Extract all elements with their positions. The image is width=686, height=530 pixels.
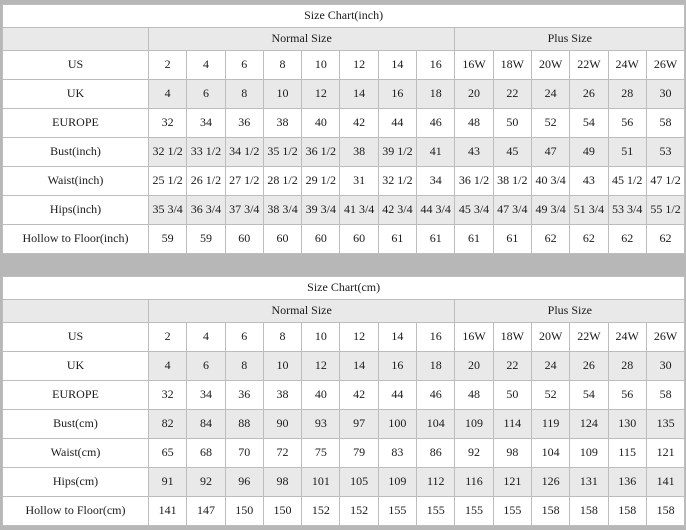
row-label: Hips(inch): [3, 196, 149, 225]
table-cell: 53 3/4: [608, 196, 646, 225]
table-cell: 141: [646, 468, 684, 497]
group-header-plus-size: Plus Size: [455, 28, 685, 51]
table-cell: 98: [493, 439, 531, 468]
table-cell: 92: [187, 468, 225, 497]
table-cell: 58: [646, 109, 684, 138]
table-cell: 8: [263, 51, 301, 80]
table-cell: 35 1/2: [263, 138, 301, 167]
row-label: Waist(cm): [3, 439, 149, 468]
table-cell: 62: [570, 225, 608, 254]
table-cell: 62: [531, 225, 569, 254]
chart-spacer: [2, 261, 684, 269]
row-label: Bust(cm): [3, 410, 149, 439]
table-cell: 24: [531, 80, 569, 109]
table-cell: 8: [263, 323, 301, 352]
table-cell: 22: [493, 80, 531, 109]
table-row: [3, 51, 685, 80]
table-cell: 16: [378, 352, 416, 381]
table-cell: 4: [187, 323, 225, 352]
table-cell: 12: [302, 352, 340, 381]
table-cell: 49: [570, 138, 608, 167]
table-cell: 56: [608, 109, 646, 138]
table-cell: 62: [608, 225, 646, 254]
table-cell: 32: [149, 109, 187, 138]
table-cell: 40: [302, 381, 340, 410]
table-cell: 121: [646, 439, 684, 468]
table-cell: 18: [417, 352, 455, 381]
table-cell: 60: [225, 225, 263, 254]
table-cell: 158: [531, 497, 569, 526]
table-cell: 24: [531, 352, 569, 381]
table-cell: 12: [340, 323, 378, 352]
table-cell: 14: [378, 323, 416, 352]
table-cell: 44: [378, 109, 416, 138]
table-cell: 150: [225, 497, 263, 526]
table-cell: 6: [225, 51, 263, 80]
table-cell: 141: [149, 497, 187, 526]
table-cell: 109: [570, 439, 608, 468]
table-cell: 155: [378, 497, 416, 526]
table-cell: 72: [263, 439, 301, 468]
table-cell: 8: [225, 352, 263, 381]
table-cell: 52: [531, 381, 569, 410]
table-cell: 12: [340, 51, 378, 80]
table-cell: 93: [302, 410, 340, 439]
table-cell: 26: [570, 352, 608, 381]
table-cell: 10: [263, 352, 301, 381]
table-cell: 158: [608, 497, 646, 526]
table-cell: 18: [417, 80, 455, 109]
table-cell: 68: [187, 439, 225, 468]
table-cell: 28 1/2: [263, 167, 301, 196]
table-cell: 58: [646, 381, 684, 410]
table-cell: 27 1/2: [225, 167, 263, 196]
table-cell: 47: [531, 138, 569, 167]
size-chart-inch: [2, 4, 684, 254]
group-header-blank: [3, 300, 149, 323]
row-label: Hips(cm): [3, 468, 149, 497]
table-cell: 39 3/4: [302, 196, 340, 225]
table-cell: 36 1/2: [302, 138, 340, 167]
table-cell: 4: [149, 352, 187, 381]
table-row: [3, 381, 685, 410]
table-cell: 22W: [570, 323, 608, 352]
table-cell: 82: [149, 410, 187, 439]
table-cell: 60: [263, 225, 301, 254]
table-cell: 20W: [531, 323, 569, 352]
table-cell: 90: [263, 410, 301, 439]
table-cell: 59: [149, 225, 187, 254]
table-cell: 42 3/4: [378, 196, 416, 225]
table-cell: 131: [570, 468, 608, 497]
table-cell: 112: [417, 468, 455, 497]
table-cell: 150: [263, 497, 301, 526]
table-cell: 130: [608, 410, 646, 439]
row-label: EUROPE: [3, 109, 149, 138]
table-cell: 70: [225, 439, 263, 468]
table-cell: 115: [608, 439, 646, 468]
table-cell: 96: [225, 468, 263, 497]
table-cell: 59: [187, 225, 225, 254]
table-cell: 158: [570, 497, 608, 526]
table-cell: 109: [455, 410, 493, 439]
size-chart-cm-body: [3, 277, 685, 526]
table-row: [3, 167, 685, 196]
table-cell: 152: [340, 497, 378, 526]
table-cell: 4: [187, 51, 225, 80]
chart-title-row: [3, 277, 685, 300]
table-cell: 155: [493, 497, 531, 526]
table-cell: 38: [263, 109, 301, 138]
table-cell: 121: [493, 468, 531, 497]
table-cell: 42: [340, 109, 378, 138]
table-cell: 30: [646, 80, 684, 109]
table-row: [3, 225, 685, 254]
table-cell: 33 1/2: [187, 138, 225, 167]
table-cell: 155: [417, 497, 455, 526]
table-cell: 14: [378, 51, 416, 80]
table-cell: 34: [417, 167, 455, 196]
table-cell: 46: [417, 381, 455, 410]
table-cell: 38: [263, 381, 301, 410]
table-cell: 52: [531, 109, 569, 138]
table-cell: 20: [455, 80, 493, 109]
table-cell: 43: [455, 138, 493, 167]
table-cell: 24W: [608, 323, 646, 352]
table-cell: 14: [340, 80, 378, 109]
table-cell: 61: [455, 225, 493, 254]
table-cell: 50: [493, 109, 531, 138]
row-label: Waist(inch): [3, 167, 149, 196]
table-cell: 49 3/4: [531, 196, 569, 225]
table-cell: 54: [570, 109, 608, 138]
table-cell: 36: [225, 381, 263, 410]
table-cell: 2: [149, 51, 187, 80]
table-cell: 31: [340, 167, 378, 196]
table-cell: 26W: [646, 51, 684, 80]
table-cell: 98: [263, 468, 301, 497]
table-cell: 12: [302, 80, 340, 109]
table-cell: 75: [302, 439, 340, 468]
table-cell: 45 1/2: [608, 167, 646, 196]
table-cell: 48: [455, 381, 493, 410]
row-label: UK: [3, 352, 149, 381]
table-row: [3, 196, 685, 225]
size-chart-cm-table: [2, 276, 685, 526]
table-cell: 65: [149, 439, 187, 468]
table-cell: 36 1/2: [455, 167, 493, 196]
table-cell: 97: [340, 410, 378, 439]
table-cell: 32: [149, 381, 187, 410]
row-label: US: [3, 51, 149, 80]
table-cell: 16W: [455, 323, 493, 352]
table-row: [3, 138, 685, 167]
table-cell: 44 3/4: [417, 196, 455, 225]
table-cell: 51: [608, 138, 646, 167]
table-cell: 38: [340, 138, 378, 167]
table-cell: 147: [187, 497, 225, 526]
table-cell: 41: [417, 138, 455, 167]
table-cell: 32 1/2: [149, 138, 187, 167]
table-cell: 42: [340, 381, 378, 410]
table-cell: 10: [263, 80, 301, 109]
table-row: [3, 80, 685, 109]
table-cell: 22W: [570, 51, 608, 80]
chart-title: Size Chart(cm): [3, 277, 685, 300]
group-header-blank: [3, 28, 149, 51]
group-header-row: [3, 28, 685, 51]
table-cell: 36 3/4: [187, 196, 225, 225]
table-cell: 47 1/2: [646, 167, 684, 196]
table-cell: 45 3/4: [455, 196, 493, 225]
table-cell: 26W: [646, 323, 684, 352]
table-cell: 62: [646, 225, 684, 254]
table-cell: 6: [187, 80, 225, 109]
table-cell: 36: [225, 109, 263, 138]
chart-title: Size Chart(inch): [3, 5, 685, 28]
table-cell: 29 1/2: [302, 167, 340, 196]
table-cell: 83: [378, 439, 416, 468]
table-cell: 54: [570, 381, 608, 410]
table-cell: 40 3/4: [531, 167, 569, 196]
table-cell: 105: [340, 468, 378, 497]
table-cell: 101: [302, 468, 340, 497]
table-cell: 61: [378, 225, 416, 254]
table-cell: 20: [455, 352, 493, 381]
table-cell: 46: [417, 109, 455, 138]
size-chart-inch-table: [2, 4, 685, 254]
table-cell: 91: [149, 468, 187, 497]
table-cell: 84: [187, 410, 225, 439]
table-cell: 26 1/2: [187, 167, 225, 196]
table-cell: 10: [302, 51, 340, 80]
table-cell: 16: [417, 51, 455, 80]
table-cell: 28: [608, 352, 646, 381]
table-cell: 124: [570, 410, 608, 439]
table-cell: 152: [302, 497, 340, 526]
size-chart-inch-body: [3, 5, 685, 254]
group-header-normal-size: Normal Size: [149, 28, 455, 51]
table-cell: 44: [378, 381, 416, 410]
size-chart-cm: [2, 276, 684, 526]
table-cell: 22: [493, 352, 531, 381]
table-cell: 34: [187, 381, 225, 410]
group-header-plus-size: Plus Size: [455, 300, 685, 323]
table-cell: 45: [493, 138, 531, 167]
table-cell: 26: [570, 80, 608, 109]
table-cell: 136: [608, 468, 646, 497]
table-row: [3, 497, 685, 526]
table-cell: 119: [531, 410, 569, 439]
table-cell: 48: [455, 109, 493, 138]
row-label: Bust(inch): [3, 138, 149, 167]
table-cell: 126: [531, 468, 569, 497]
table-cell: 8: [225, 80, 263, 109]
table-cell: 92: [455, 439, 493, 468]
table-cell: 38 3/4: [263, 196, 301, 225]
table-cell: 79: [340, 439, 378, 468]
table-cell: 35 3/4: [149, 196, 187, 225]
table-cell: 34: [187, 109, 225, 138]
table-cell: 50: [493, 381, 531, 410]
row-label: EUROPE: [3, 381, 149, 410]
table-cell: 60: [302, 225, 340, 254]
table-row: [3, 352, 685, 381]
table-cell: 25 1/2: [149, 167, 187, 196]
table-cell: 61: [417, 225, 455, 254]
table-cell: 155: [455, 497, 493, 526]
table-cell: 20W: [531, 51, 569, 80]
table-cell: 51 3/4: [570, 196, 608, 225]
table-cell: 2: [149, 323, 187, 352]
table-cell: 24W: [608, 51, 646, 80]
table-cell: 41 3/4: [340, 196, 378, 225]
table-cell: 114: [493, 410, 531, 439]
table-row: [3, 468, 685, 497]
table-cell: 16: [378, 80, 416, 109]
table-cell: 38 1/2: [493, 167, 531, 196]
table-cell: 104: [417, 410, 455, 439]
table-cell: 16: [417, 323, 455, 352]
table-cell: 18W: [493, 323, 531, 352]
table-cell: 135: [646, 410, 684, 439]
table-cell: 32 1/2: [378, 167, 416, 196]
row-label: Hollow to Floor(inch): [3, 225, 149, 254]
table-cell: 18W: [493, 51, 531, 80]
table-cell: 109: [378, 468, 416, 497]
table-cell: 116: [455, 468, 493, 497]
table-cell: 37 3/4: [225, 196, 263, 225]
table-cell: 100: [378, 410, 416, 439]
table-cell: 43: [570, 167, 608, 196]
table-cell: 60: [340, 225, 378, 254]
table-cell: 104: [531, 439, 569, 468]
table-cell: 88: [225, 410, 263, 439]
table-cell: 6: [187, 352, 225, 381]
table-cell: 6: [225, 323, 263, 352]
table-cell: 47 3/4: [493, 196, 531, 225]
group-header-normal-size: Normal Size: [149, 300, 455, 323]
table-cell: 158: [646, 497, 684, 526]
table-cell: 30: [646, 352, 684, 381]
table-cell: 39 1/2: [378, 138, 416, 167]
chart-title-row: [3, 5, 685, 28]
table-cell: 56: [608, 381, 646, 410]
table-cell: 86: [417, 439, 455, 468]
table-row: [3, 323, 685, 352]
table-cell: 40: [302, 109, 340, 138]
table-cell: 55 1/2: [646, 196, 684, 225]
table-row: [3, 410, 685, 439]
table-cell: 28: [608, 80, 646, 109]
table-row: [3, 109, 685, 138]
table-row: [3, 439, 685, 468]
row-label: UK: [3, 80, 149, 109]
table-cell: 61: [493, 225, 531, 254]
row-label: US: [3, 323, 149, 352]
table-cell: 14: [340, 352, 378, 381]
table-cell: 10: [302, 323, 340, 352]
table-cell: 53: [646, 138, 684, 167]
row-label: Hollow to Floor(cm): [3, 497, 149, 526]
table-cell: 34 1/2: [225, 138, 263, 167]
table-cell: 16W: [455, 51, 493, 80]
table-cell: 4: [149, 80, 187, 109]
group-header-row: [3, 300, 685, 323]
